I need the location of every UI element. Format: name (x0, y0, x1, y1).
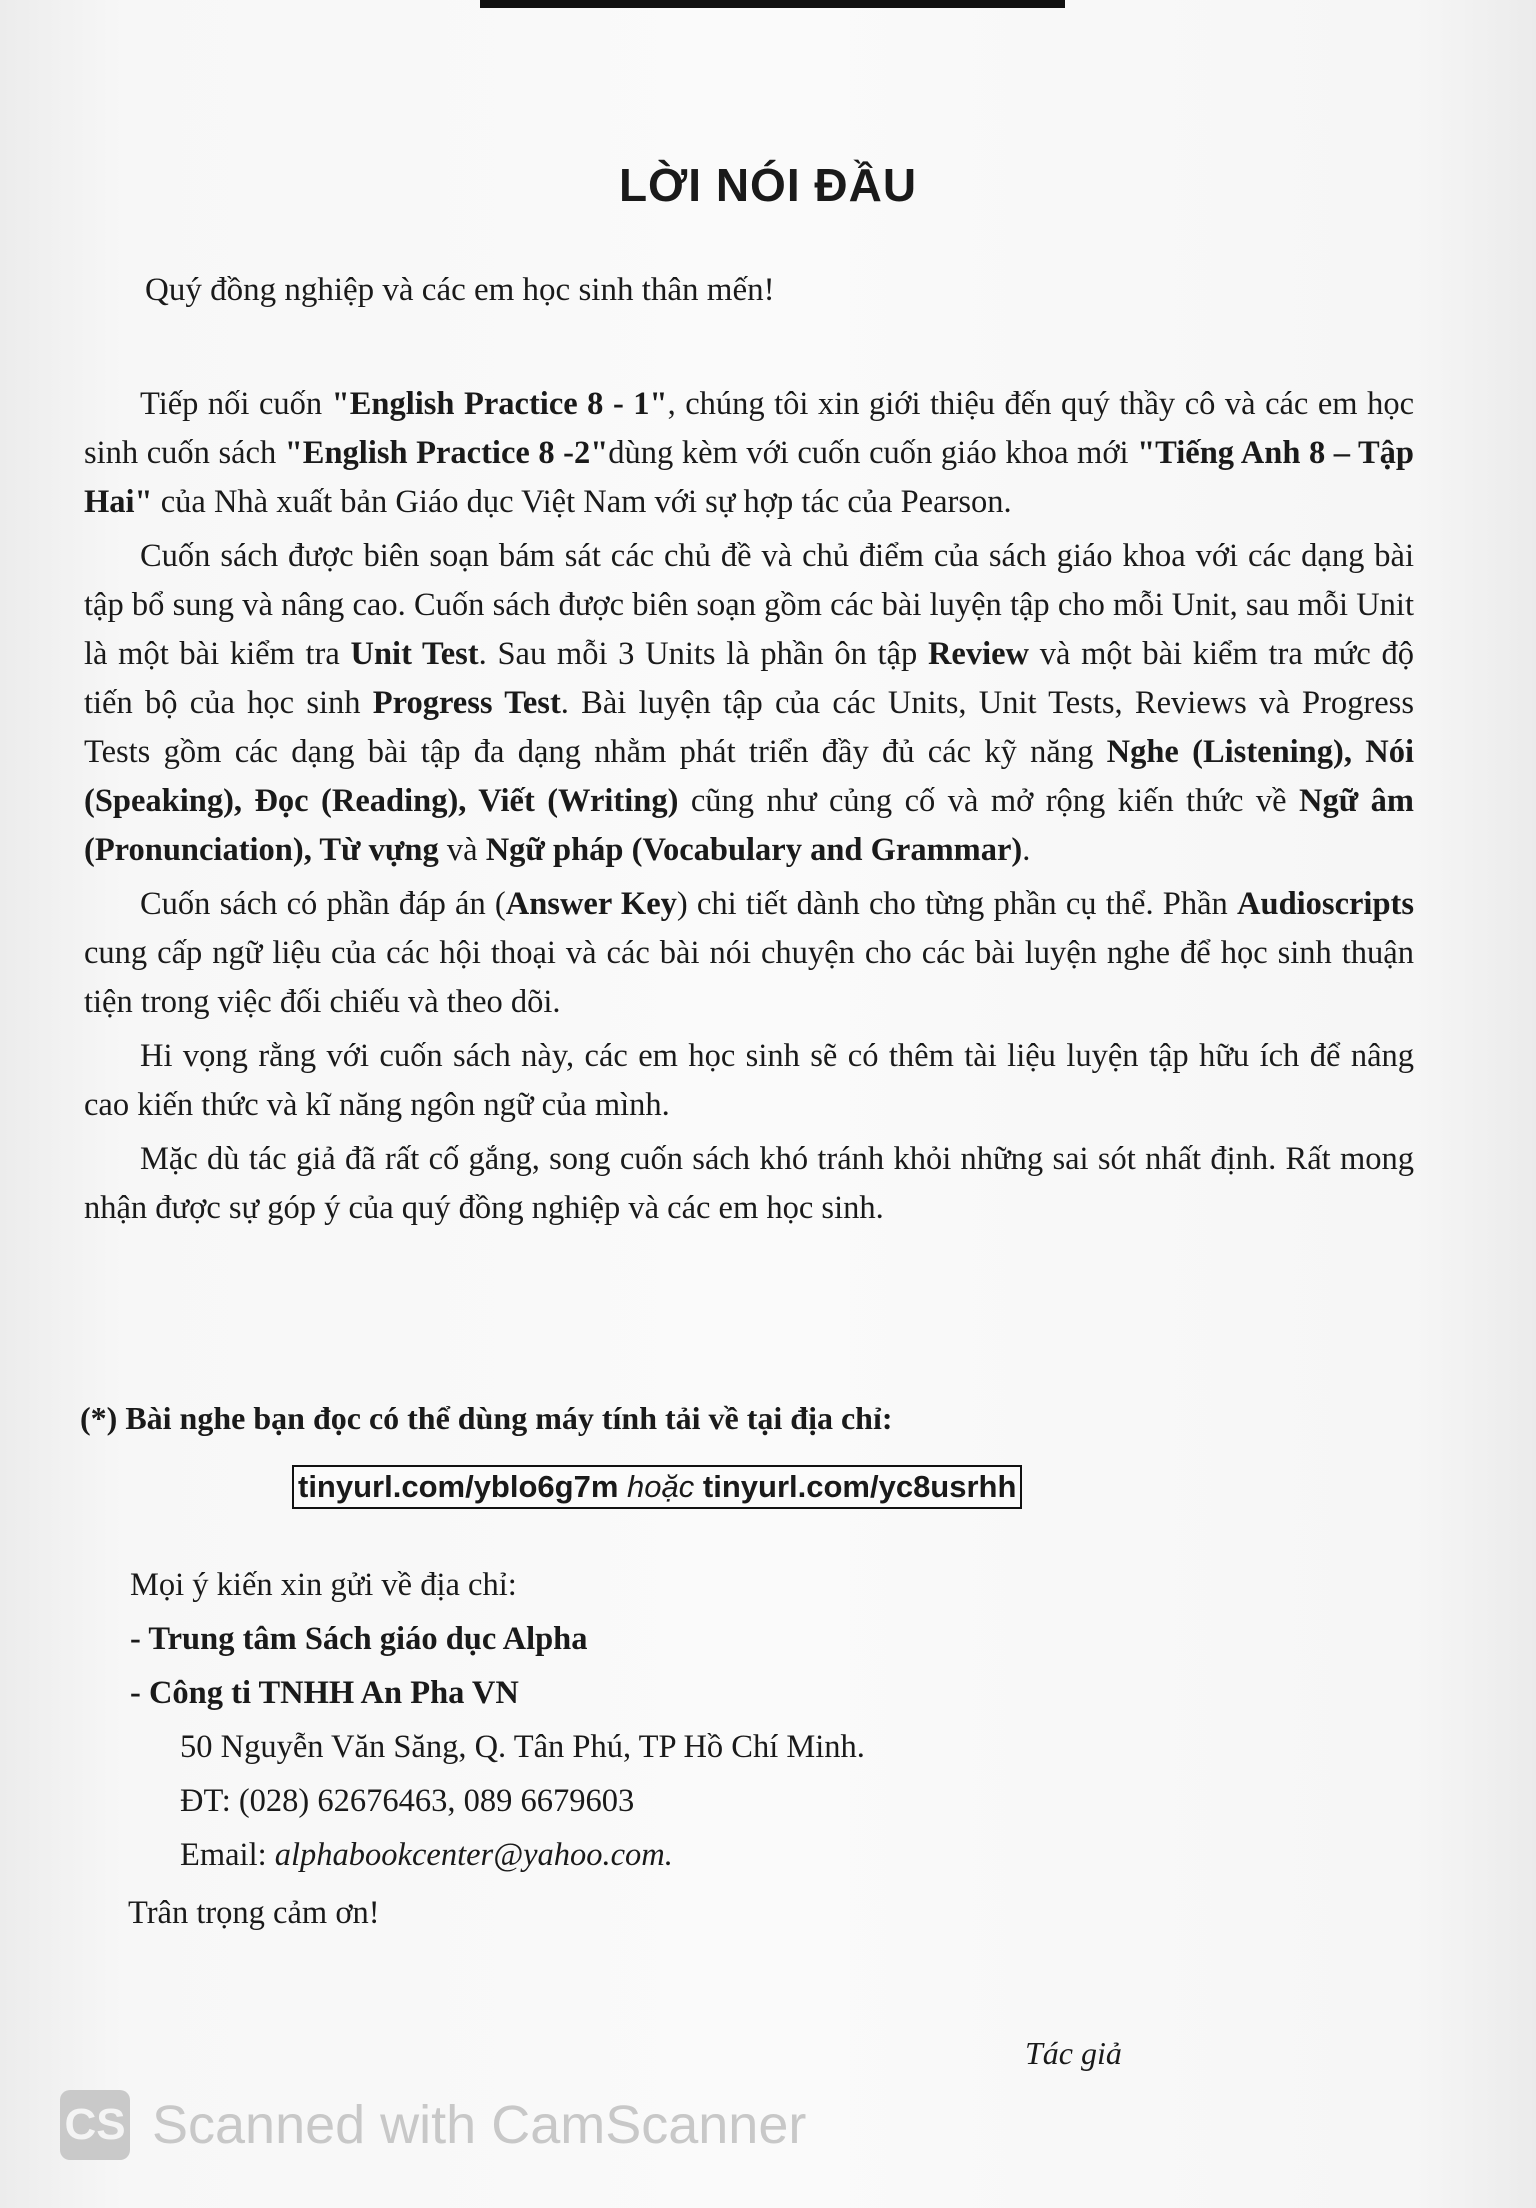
paragraph-1 (84, 380, 1414, 527)
closing-thanks: Trân trọng cảm ơn! (128, 1895, 380, 1931)
email-address[interactable]: alphabookcenter@yahoo.com. (274, 1837, 673, 1873)
book-title-part2: "English Practice 8 -2" (284, 435, 609, 471)
term-grammar: Ngữ pháp (Vocabulary and Grammar) (485, 832, 1023, 868)
download-links-box (292, 1465, 1022, 1509)
book-title-part1: "English Practice 8 - 1" (331, 386, 668, 422)
email-label: Email: (180, 1837, 275, 1873)
text-run: . (1022, 832, 1031, 868)
watermark-text: Scanned with CamScanner (152, 2095, 807, 2155)
link-separator: hoặc (627, 1469, 695, 1504)
contact-org-1: - Trung tâm Sách giáo dục Alpha (130, 1621, 588, 1657)
paragraph-2 (84, 532, 1414, 875)
contact-phone: ĐT: (028) 62676463, 089 6679603 (180, 1783, 635, 1819)
text-run: . Sau mỗi 3 Units là phần ôn tập (478, 636, 928, 672)
contact-intro: Mọi ý kiến xin gửi về địa chỉ: (130, 1567, 517, 1603)
term-answer-key: Answer Key (505, 886, 677, 922)
text-run: của Nhà xuất bản Giáo dục Việt Nam với sự hợp tác của Pearson. (152, 484, 1012, 520)
greeting-line: Quý đồng nghiệp và các em học sinh thân mến! (145, 272, 775, 308)
camscanner-logo-icon: CS (60, 2090, 130, 2160)
text-run: Cuốn sách có phần đáp án ( (140, 886, 506, 922)
text-run: . Bài luyện tập của các Units, Unit Tests, Reviews và Progress Tests gồm các dạng bài tập đa dạng nhằm phát triển đầy đủ các kỹ năng (84, 685, 1414, 770)
download-link-2[interactable]: tinyurl.com/yc8usrhh (702, 1469, 1017, 1504)
contact-address: 50 Nguyễn Văn Săng, Q. Tân Phú, TP Hồ Chí Minh. (180, 1729, 865, 1765)
author-signature: Tác giả (1025, 2035, 1122, 2071)
text-run: dùng kèm với cuốn cuốn giáo khoa mới (608, 435, 1138, 471)
contact-email-line (130, 1828, 865, 1882)
text-run: Tiếp nối cuốn (140, 386, 332, 422)
text-run: và một bài kiểm tra mức độ tiến bộ của học sinh (84, 636, 1414, 721)
text-run: cung cấp ngữ liệu của các hội thoại và các bài nói chuyện cho các bài luyện nghe để học sinh thuận tiện trong việc đối chiếu và theo dõi. (84, 935, 1414, 1020)
text-run: cũng như củng cố và mở rộng kiến thức về (678, 783, 1299, 819)
text-run: , chúng tôi xin giới thiệu đến quý thầy cô và các em học sinh cuốn sách (84, 386, 1414, 471)
term-audioscripts: Audioscripts (1237, 886, 1415, 922)
paragraph-3 (84, 880, 1414, 1027)
textbook-title: "Tiếng Anh 8 – Tập Hai" (84, 435, 1414, 520)
page-title: LỜI NÓI ĐẦU (618, 159, 918, 211)
camscanner-watermark (60, 2090, 806, 2160)
contact-block (130, 1558, 865, 1882)
paragraph-4: Hi vọng rằng với cuốn sách này, các em học sinh sẽ có thêm tài liệu luyện tập hữu ích để nâng cao kiến thức và kĩ năng ngôn ngữ của mình. (84, 1038, 1414, 1123)
audio-download-note: (*) Bài nghe bạn đọc có thể dùng máy tính tải về tại địa chỉ: (80, 1400, 893, 1436)
top-edge-bar (480, 0, 1065, 8)
contact-org-2: - Công ti TNHH An Pha VN (130, 1675, 519, 1711)
term-pronunciation-vocab: Ngữ âm (Pronunciation), Từ vựng (84, 783, 1414, 868)
download-link-1[interactable]: tinyurl.com/yblo6g7m (298, 1469, 619, 1504)
preface-body (84, 380, 1414, 1238)
text-run: và (438, 832, 486, 868)
term-skills: Nghe (Listening), Nói (Speaking), Đọc (Reading), Viết (Writing) (84, 734, 1414, 819)
text-run: ) chi tiết dành cho từng phần cụ thể. Phần (676, 886, 1238, 922)
paragraph-5: Mặc dù tác giả đã rất cố gắng, song cuốn sách khó tránh khỏi những sai sót nhất định. Rất mong nhận được sự góp ý của quý đồng nghiệp và các em học sinh. (84, 1141, 1414, 1226)
text-run: Cuốn sách được biên soạn bám sát các chủ đề và chủ điểm của sách giáo khoa với các dạng bài tập bổ sung và nâng cao. Cuốn sách được biên soạn gồm các bài luyện tập cho mỗi Unit, sau mỗi Unit là một bài kiểm tra (84, 538, 1414, 672)
term-review: Review (927, 636, 1030, 672)
term-unit-test: Unit Test (350, 636, 479, 672)
term-progress-test: Progress Test (372, 685, 561, 721)
